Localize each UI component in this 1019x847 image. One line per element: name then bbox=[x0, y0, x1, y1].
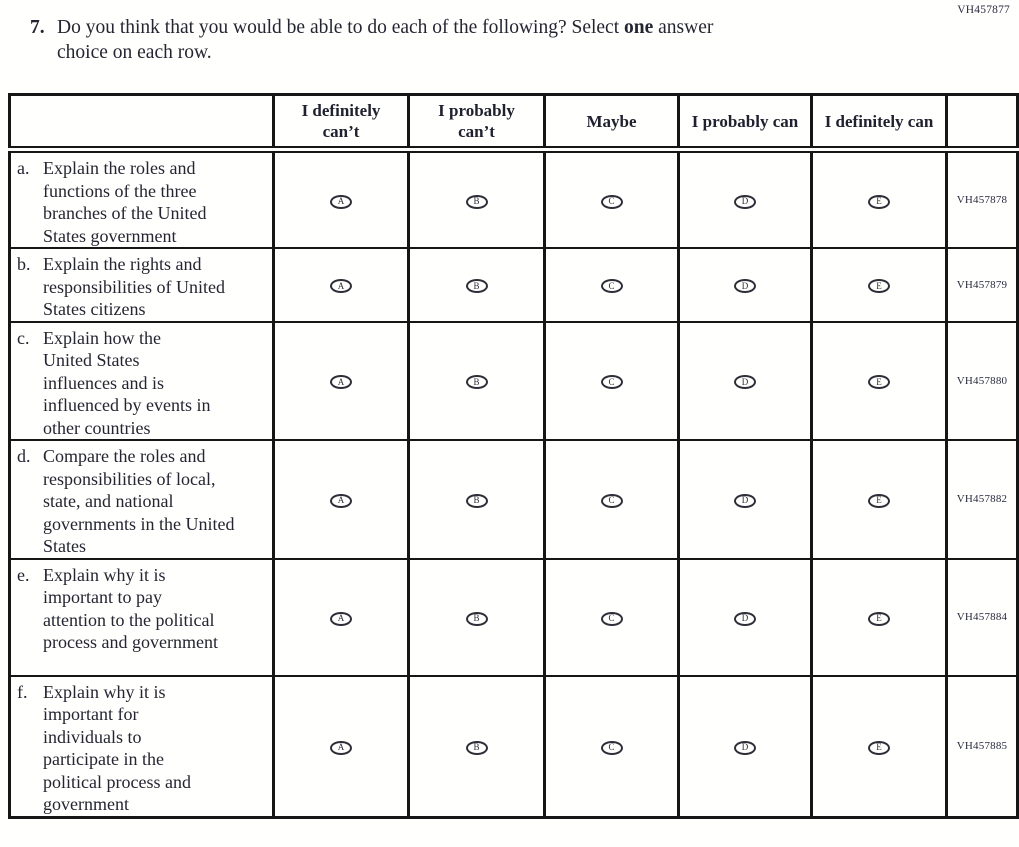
table-row-f bbox=[10, 676, 1018, 818]
row-statement: Explain why it is important to pay attention to the political process and government bbox=[43, 564, 218, 652]
row-code: VH457882 bbox=[947, 440, 1018, 559]
answer-bubble-e[interactable]: E bbox=[868, 494, 890, 508]
row-letter: e. bbox=[17, 564, 30, 585]
answer-cell-c[interactable] bbox=[545, 322, 679, 441]
statement-cell bbox=[10, 322, 274, 441]
answer-cell-b[interactable] bbox=[409, 248, 545, 322]
answer-bubble-c[interactable]: C bbox=[601, 195, 623, 209]
header-definitely-can: I definitely can bbox=[812, 95, 947, 150]
answer-bubble-e[interactable]: E bbox=[868, 195, 890, 209]
header-definitely-cant: I definitely can’t bbox=[274, 95, 409, 150]
answer-bubble-a[interactable]: A bbox=[330, 195, 352, 209]
answer-cell-a[interactable] bbox=[274, 248, 409, 322]
row-letter: c. bbox=[17, 327, 30, 348]
answer-bubble-e[interactable]: E bbox=[868, 279, 890, 293]
page-code: VH457877 bbox=[957, 4, 1010, 16]
statement-cell bbox=[10, 248, 274, 322]
statement-cell bbox=[10, 559, 274, 676]
header-empty bbox=[10, 95, 274, 150]
answer-cell-c[interactable] bbox=[545, 676, 679, 818]
answer-cell-d[interactable] bbox=[679, 559, 812, 676]
answer-bubble-d[interactable]: D bbox=[734, 279, 756, 293]
question-number: 7. bbox=[30, 17, 45, 38]
question-block bbox=[30, 15, 930, 65]
answer-cell-c[interactable] bbox=[545, 150, 679, 249]
answer-cell-a[interactable] bbox=[274, 559, 409, 676]
answer-bubble-c[interactable]: C bbox=[601, 494, 623, 508]
header-code-empty bbox=[947, 95, 1018, 150]
answer-cell-c[interactable] bbox=[545, 440, 679, 559]
answer-bubble-d[interactable]: D bbox=[734, 612, 756, 626]
answer-cell-d[interactable] bbox=[679, 322, 812, 441]
statement-cell bbox=[10, 676, 274, 818]
table-row-c bbox=[10, 322, 1018, 441]
answer-cell-a[interactable] bbox=[274, 322, 409, 441]
statement-cell bbox=[10, 150, 274, 249]
answer-cell-d[interactable] bbox=[679, 440, 812, 559]
table-row-e bbox=[10, 559, 1018, 676]
answer-bubble-d[interactable]: D bbox=[734, 375, 756, 389]
answer-bubble-b[interactable]: B bbox=[466, 375, 488, 389]
answer-bubble-d[interactable]: D bbox=[734, 195, 756, 209]
answer-cell-e[interactable] bbox=[812, 322, 947, 441]
answer-bubble-c[interactable]: C bbox=[601, 375, 623, 389]
answer-cell-c[interactable] bbox=[545, 559, 679, 676]
answer-cell-d[interactable] bbox=[679, 248, 812, 322]
row-letter: d. bbox=[17, 446, 31, 466]
row-statement: Compare the roles and responsibilities of local, state, and national governments in the United States bbox=[43, 446, 235, 556]
answer-bubble-b[interactable]: B bbox=[466, 741, 488, 755]
answer-bubble-b[interactable]: B bbox=[466, 279, 488, 293]
answer-bubble-b[interactable]: B bbox=[466, 494, 488, 508]
answer-bubble-a[interactable]: A bbox=[330, 612, 352, 626]
row-code: VH457884 bbox=[947, 559, 1018, 676]
header-maybe: Maybe bbox=[545, 95, 679, 150]
answer-grid bbox=[8, 93, 1019, 819]
row-statement: Explain the rights and responsibilities of United States citizens bbox=[43, 254, 225, 319]
answer-bubble-b[interactable]: B bbox=[466, 612, 488, 626]
answer-cell-d[interactable] bbox=[679, 676, 812, 818]
answer-cell-e[interactable] bbox=[812, 150, 947, 249]
row-letter: b. bbox=[17, 254, 31, 274]
answer-bubble-a[interactable]: A bbox=[330, 279, 352, 293]
row-code: VH457878 bbox=[947, 150, 1018, 249]
table-row-a bbox=[10, 150, 1018, 249]
row-letter: f. bbox=[17, 681, 28, 702]
question-line1: Do you think that you would be able to do each of the following? Select one answer bbox=[57, 17, 714, 38]
answer-bubble-e[interactable]: E bbox=[868, 375, 890, 389]
answer-cell-a[interactable] bbox=[274, 676, 409, 818]
answer-bubble-e[interactable]: E bbox=[868, 612, 890, 626]
answer-cell-a[interactable] bbox=[274, 440, 409, 559]
answer-cell-e[interactable] bbox=[812, 559, 947, 676]
answer-bubble-a[interactable]: A bbox=[330, 741, 352, 755]
statement-cell bbox=[10, 440, 274, 559]
answer-bubble-d[interactable]: D bbox=[734, 741, 756, 755]
row-statement: Explain the roles and functions of the three branches of the United States government bbox=[43, 158, 207, 246]
answer-bubble-c[interactable]: C bbox=[601, 612, 623, 626]
question-text bbox=[57, 15, 930, 65]
answer-cell-b[interactable] bbox=[409, 150, 545, 249]
row-letter: a. bbox=[17, 158, 30, 178]
answer-cell-d[interactable] bbox=[679, 150, 812, 249]
row-code: VH457885 bbox=[947, 676, 1018, 818]
header-probably-cant: I probably can’t bbox=[409, 95, 545, 150]
answer-bubble-a[interactable]: A bbox=[330, 375, 352, 389]
row-statement: Explain how the United States influences and is influenced by events in other countries bbox=[43, 327, 211, 438]
table-row-d bbox=[10, 440, 1018, 559]
answer-cell-e[interactable] bbox=[812, 676, 947, 818]
answer-cell-b[interactable] bbox=[409, 440, 545, 559]
answer-bubble-d[interactable]: D bbox=[734, 494, 756, 508]
header-row bbox=[10, 95, 1018, 150]
answer-bubble-b[interactable]: B bbox=[466, 195, 488, 209]
row-code: VH457880 bbox=[947, 322, 1018, 441]
answer-bubble-c[interactable]: C bbox=[601, 279, 623, 293]
answer-cell-c[interactable] bbox=[545, 248, 679, 322]
answer-bubble-a[interactable]: A bbox=[330, 494, 352, 508]
answer-cell-b[interactable] bbox=[409, 676, 545, 818]
answer-bubble-c[interactable]: C bbox=[601, 741, 623, 755]
row-statement: Explain why it is important for individuals to participate in the political process and government bbox=[43, 681, 191, 814]
answer-cell-e[interactable] bbox=[812, 248, 947, 322]
answer-bubble-e[interactable]: E bbox=[868, 741, 890, 755]
table-row-b bbox=[10, 248, 1018, 322]
answer-cell-b[interactable] bbox=[409, 322, 545, 441]
header-probably-can: I probably can bbox=[679, 95, 812, 150]
question-bold-word: one bbox=[624, 17, 654, 38]
row-code: VH457879 bbox=[947, 248, 1018, 322]
answer-cell-e[interactable] bbox=[812, 440, 947, 559]
answer-cell-b[interactable] bbox=[409, 559, 545, 676]
answer-cell-a[interactable] bbox=[274, 150, 409, 249]
question-line2: choice on each row. bbox=[57, 42, 212, 63]
